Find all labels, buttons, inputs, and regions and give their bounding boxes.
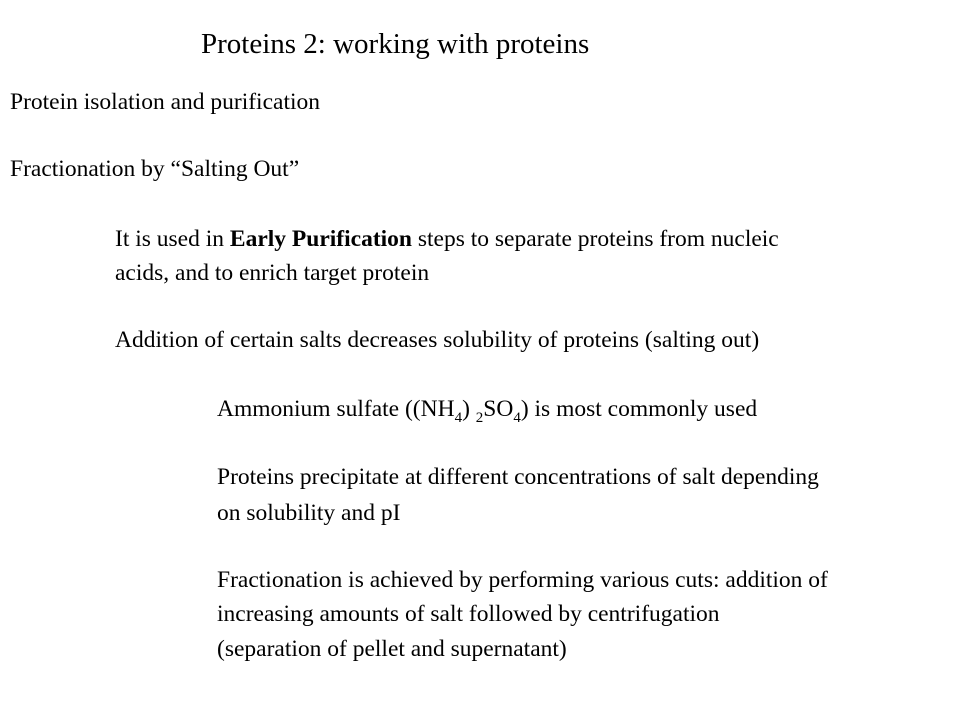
early-purification-text-b: steps to separate proteins from nucleic: [412, 226, 779, 252]
slide-title: Proteins 2: working with proteins: [201, 28, 590, 60]
ammonium-sub-2: 2: [475, 410, 484, 426]
ammonium-text-4: ) is most commonly used: [520, 396, 758, 422]
ammonium-sub-3: 4: [513, 410, 521, 426]
ammonium-text-2: ): [462, 396, 476, 422]
precipitate-line-2: on solubility and pI: [217, 500, 401, 526]
ammonium-sub-1: 4: [454, 410, 463, 426]
ammonium-text-3: SO: [483, 396, 514, 422]
precipitate-line-1: Proteins precipitate at different concentrations of salt depending: [217, 464, 819, 490]
early-purification-text-a: It is used in: [115, 226, 230, 252]
fractionation-line-3: (separation of pellet and supernatant): [217, 636, 567, 662]
ammonium-text-1: Ammonium sulfate ((NH: [217, 396, 455, 422]
early-purification-bold: Early Purification: [229, 226, 412, 252]
fractionation-line-1: Fractionation is achieved by performing various cuts: addition of: [217, 567, 828, 593]
fractionation-line-2: increasing amounts of salt followed by centrifugation: [217, 601, 720, 627]
section-heading-isolation: Protein isolation and purification: [10, 89, 321, 115]
early-purification-line-1: [115, 225, 779, 253]
salt-addition-line: Addition of certain salts decreases solubility of proteins (salting out): [115, 327, 760, 353]
ammonium-sulfate-line: [217, 395, 758, 426]
section-heading-salting-out: Fractionation by “Salting Out”: [10, 156, 300, 182]
early-purification-line-2: acids, and to enrich target protein: [115, 260, 430, 286]
